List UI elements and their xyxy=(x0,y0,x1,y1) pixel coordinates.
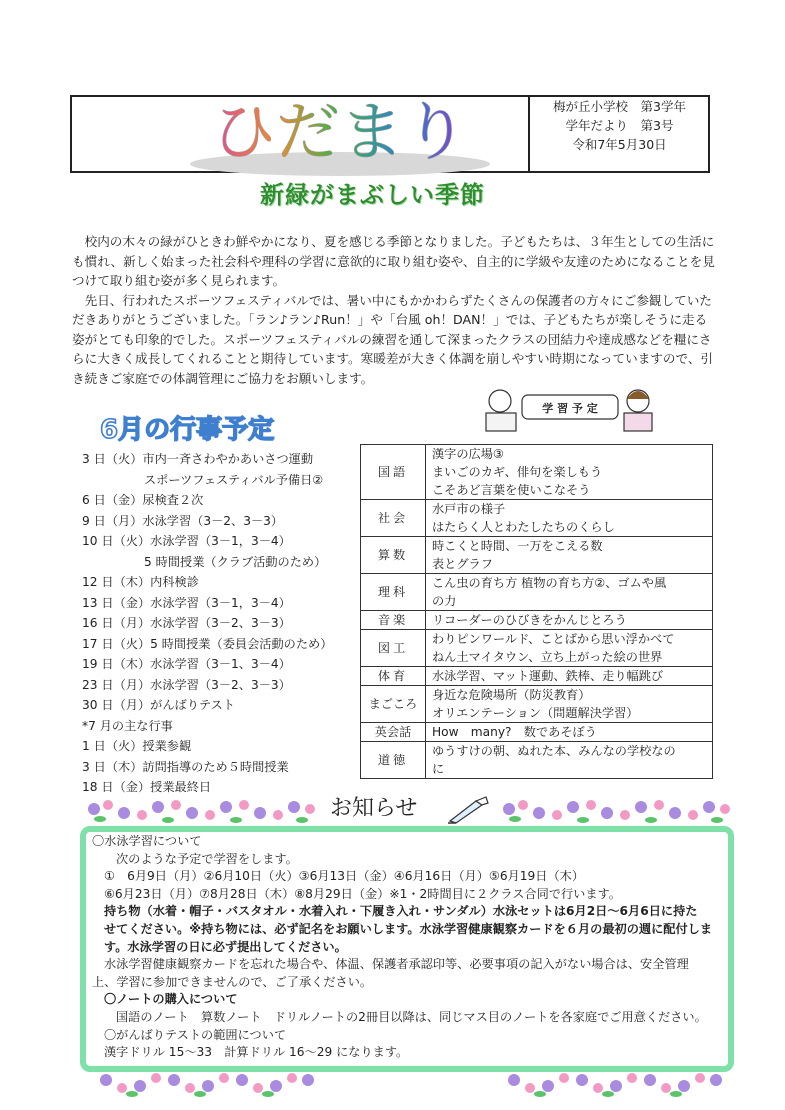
content-line: リコーダーのひびきをかんじとろう xyxy=(432,613,627,627)
content-line: の力 xyxy=(432,594,457,608)
intro-paragraph-1: 校内の木々の緑がひときわ鮮やかになり、夏を感じる季節となりました。子どもたちは、３年生としての生活にも慣れ、新しく始まった社会科や理科の学習に意欲的に取り組む姿や、自主的に学級や友達のためになることを見つけて取り組む姿が多く見られます。 xyxy=(72,234,715,288)
notice-heading-test: 〇がんばりテストの範囲について xyxy=(104,1027,287,1042)
content-cell xyxy=(426,630,713,667)
list-item: 9 日（月）水泳学習（3－2、3－3） xyxy=(82,513,284,528)
curriculum-table xyxy=(360,444,713,779)
content-line: はたらく人とわたしたちのくらし xyxy=(432,520,615,534)
content-line: How many? 数であそぼう xyxy=(432,725,597,739)
notice-line: 上、学習に参加できませんので、ご了承ください。 xyxy=(92,974,373,989)
notice-line: ⑥6月23日（月）⑦8月28日（木）⑧8月29日（金）※1・2時間目に２クラス合同で行います。 xyxy=(104,886,621,901)
subject-cell: 英会話 xyxy=(361,723,426,742)
list-item: 13 日（金）水泳学習（3－1，3－4） xyxy=(82,595,291,610)
content-line: オリエンテーション（問題解決学習） xyxy=(432,706,639,720)
content-line: ねん土マイタウン、立ち上がった絵の世界 xyxy=(432,650,663,664)
list-item: 10 日（火）水泳学習（3－1，3－4） xyxy=(82,534,291,548)
content-line: こん虫の育ち方 植物の育ち方②、ゴムや風 xyxy=(432,576,667,590)
notice-heading-swimming: 〇水泳学習について xyxy=(92,834,202,848)
subject-cell: まごころ xyxy=(361,686,426,723)
events-list xyxy=(82,449,352,798)
content-line: わりピンワールド、ことばから思い浮かべて xyxy=(432,632,675,646)
notice-heading-notebooks: 〇ノートの購入について xyxy=(104,992,238,1007)
content-cell xyxy=(426,500,713,537)
list-item: 3 日（木）訪問指導のため５時間授業 xyxy=(82,759,289,774)
flower-border-icon xyxy=(80,795,320,825)
notice-line: せてください。※持ち物には、必ず記名をお願いします。水泳学習健康観察カードを６月の最初の週に配付しま xyxy=(104,921,713,936)
flower-border-icon xyxy=(495,795,735,825)
issue-date: 令和7年5月30日 xyxy=(572,137,667,152)
table-row xyxy=(361,723,713,742)
events-title: 6月の行事予定 xyxy=(100,415,275,445)
notice-title: お知らせ xyxy=(330,796,418,821)
content-line: 水泳学習、マット運動、鉄棒、走り幅跳び xyxy=(432,669,664,683)
content-line: に xyxy=(432,762,445,776)
school-info xyxy=(531,97,708,154)
list-item: 16 日（月）水泳学習（3－2、3－3） xyxy=(82,616,291,630)
list-item: 3 日（火）市内一斉さわやかあいさつ運動 xyxy=(82,452,314,466)
content-cell xyxy=(426,537,713,574)
list-item: *7 月の主な行事 xyxy=(82,718,173,733)
masthead-title: ひだまり xyxy=(212,96,468,170)
flower-border-icon xyxy=(500,1068,730,1098)
masthead-logo xyxy=(150,86,530,186)
table-row xyxy=(361,630,713,667)
list-item: 18 日（金）授業最終日 xyxy=(82,780,212,794)
notice-body xyxy=(92,833,726,1062)
content-line: 漢字の広場③ xyxy=(432,447,504,461)
content-cell xyxy=(426,742,713,779)
table-row xyxy=(361,500,713,537)
events-title-banner xyxy=(96,408,356,448)
list-item: スポーツフェスティバル予備日② xyxy=(144,472,324,487)
content-cell xyxy=(426,445,713,500)
content-cell xyxy=(426,723,713,742)
table-row xyxy=(361,611,713,630)
list-item: 17 日（火）5 時間授業（委員会活動のため） xyxy=(82,636,333,651)
content-cell xyxy=(426,686,713,723)
content-line: こそあど言葉を使いこなそう xyxy=(432,483,591,497)
content-line: 時こくと時間、一万をこえる数 xyxy=(432,539,603,553)
notice-line: 持ち物（水着・帽子・バスタオル・水着入れ・下履き入れ・サンダル）水泳セットは6月2日～6月6日に持た xyxy=(104,904,698,919)
notice-line: 水泳学習健康観察カードを忘れた場合や、体温、保護者承認印等、必要事項の記入がない場合は、安全管理 xyxy=(104,957,689,972)
subject-cell: 道徳 xyxy=(361,742,426,779)
table-row xyxy=(361,537,713,574)
subject-cell: 理科 xyxy=(361,574,426,611)
subject-cell: 音楽 xyxy=(361,611,426,630)
pen-hand-icon xyxy=(446,795,492,825)
list-item: 19 日（木）水泳学習（3－1、3－4） xyxy=(82,657,291,671)
list-item: 6 日（金）尿検査２次 xyxy=(82,493,204,507)
notice-line: す。水泳学習の日に必ず提出してください。 xyxy=(104,939,347,954)
table-row xyxy=(361,742,713,779)
table-row xyxy=(361,574,713,611)
content-line: 身近な危険場所（防災教育） xyxy=(432,688,591,702)
content-line: まいごのカギ、俳句を楽しもう xyxy=(432,465,603,479)
subject-cell: 体育 xyxy=(361,667,426,686)
list-item: 5 時間授業（クラブ活動のため） xyxy=(144,554,327,569)
subject-cell: 社会 xyxy=(361,500,426,537)
content-line: 水戸市の様子 xyxy=(432,502,506,516)
study-schedule-illustration xyxy=(478,383,658,435)
notice-line: ① 6月9日（月）②6月10日（火）③6月13日（金）④6月16日（月）⑤6月19日（木） xyxy=(104,869,585,884)
subject-cell: 国語 xyxy=(361,445,426,500)
content-cell xyxy=(426,611,713,630)
newsletter-number: 学年だより 第3号 xyxy=(565,118,674,133)
notice-line: 漢字ドリル 15～33 計算ドリル 16～29 になります。 xyxy=(104,1045,409,1060)
content-cell xyxy=(426,574,713,611)
table-row xyxy=(361,686,713,723)
subject-cell: 図工 xyxy=(361,630,426,667)
study-image-label: 学 習 予 定 xyxy=(542,402,598,415)
list-item: 23 日（月）水泳学習（3－2、3－3） xyxy=(82,677,291,692)
flower-border-icon xyxy=(92,1068,322,1098)
list-item: 30 日（月）がんばりテスト xyxy=(82,698,235,712)
list-item: 1 日（火）授業参観 xyxy=(82,739,192,753)
notice-line: 次のような予定で学習をします。 xyxy=(116,851,298,866)
headline: 新緑がまぶしい季節 xyxy=(260,181,485,209)
table-row xyxy=(361,445,713,500)
content-line: ゆうすけの朝、ぬれた本、みんなの学校なの xyxy=(432,744,676,758)
intro-text xyxy=(72,232,718,388)
notice-line: 国語のノート 算数ノート ドリルノートの2冊目以降は、同じマス目のノートを各家庭でご用意ください。 xyxy=(116,1009,707,1024)
table-row xyxy=(361,667,713,686)
content-line: 表とグラフ xyxy=(432,557,493,571)
list-item: 12 日（木）内科検診 xyxy=(82,575,199,589)
intro-paragraph-2: 先日、行われたスポーツフェスティバルでは、暑い中にもかかわらずたくさんの保護者の方々にご参観していただきありがとうございました。「ラン♪ラン♪Run！」や「台風 oh！DAN！」では、子どもたちが楽しそうに走る姿がとても印象的でした。スポーツフェスティバルの練習を通して深まったクラスの団結力や達成感などを糧にさらに大きく成長してくれることと期待しています。寒暖差が大きく体調を崩しやすい時期になっていますので、引き続きご家庭での体調管理にご協力をお願いします。 xyxy=(72,292,714,386)
content-cell xyxy=(426,667,713,686)
subject-cell: 算数 xyxy=(361,537,426,574)
school-name: 梅が丘小学校 第3学年 xyxy=(553,99,686,114)
